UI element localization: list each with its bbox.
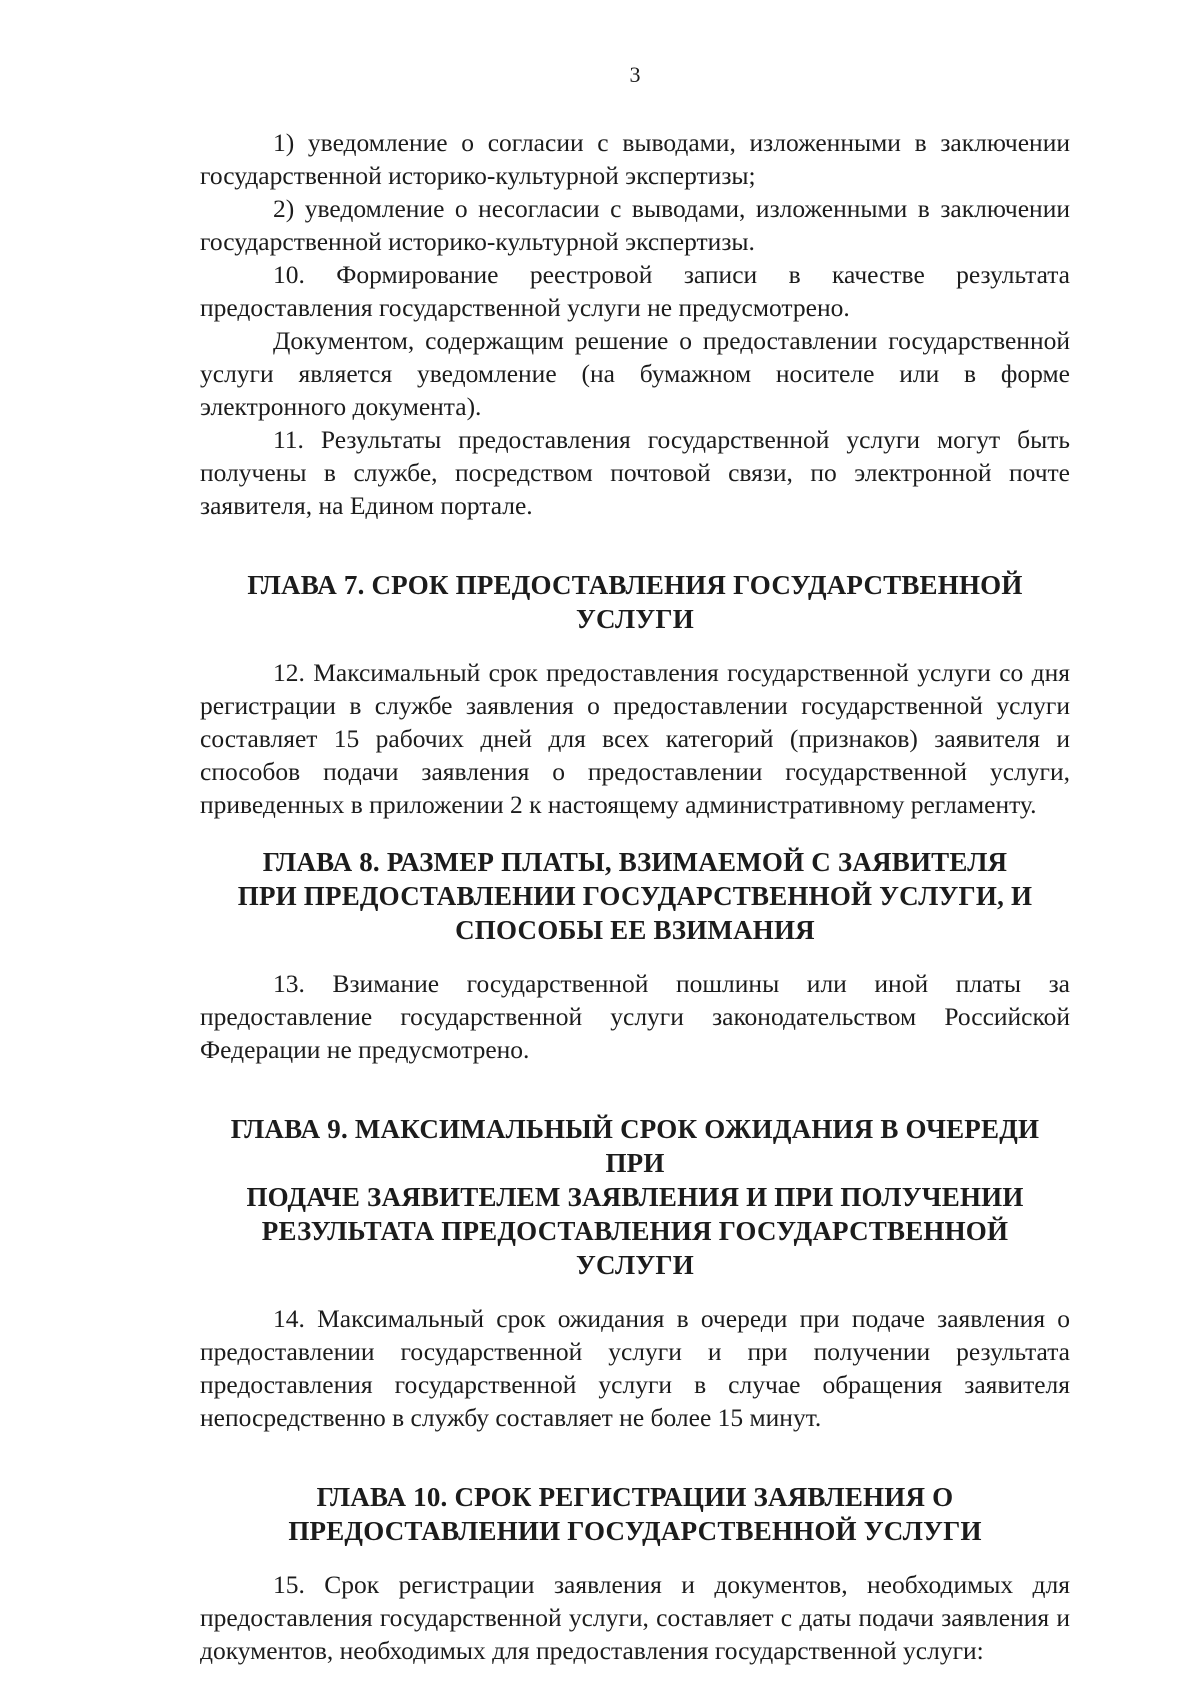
paragraph-item-13: 13. Взимание государственной пошлины или иной платы за предоставление государственной услуги законодательством Российской Федерации не предусмотрено. xyxy=(200,969,1070,1064)
chapter-9-heading-line-1: ГЛАВА 9. МАКСИМАЛЬНЫЙ СРОК ОЖИДАНИЯ В ОЧЕРЕДИ ПРИ xyxy=(230,1114,1040,1178)
chapter-10-heading xyxy=(200,1480,1070,1548)
chapter-9-heading-line-3: РЕЗУЛЬТАТА ПРЕДОСТАВЛЕНИЯ ГОСУДАРСТВЕННОЙ УСЛУГИ xyxy=(261,1216,1009,1280)
paragraph-decision-document: Документом, содержащим решение о предоставлении государственной услуги является уведомление (на бумажном носителе или в форме электронного документа). xyxy=(200,326,1070,421)
chapter-7-heading: ГЛАВА 7. СРОК ПРЕДОСТАВЛЕНИЯ ГОСУДАРСТВЕННОЙ УСЛУГИ xyxy=(247,570,1023,634)
chapter-10-heading-line-2: ПРЕДОСТАВЛЕНИИ ГОСУДАРСТВЕННОЙ УСЛУГИ xyxy=(288,1516,982,1546)
chapter-8-heading xyxy=(200,845,1070,947)
paragraph-item-11: 11. Результаты предоставления государственной услуги могут быть получены в службе, посредством почтовой связи, по электронной почте заявителя, на Едином портале. xyxy=(200,425,1070,520)
chapter-10-heading-line-1: ГЛАВА 10. СРОК РЕГИСТРАЦИИ ЗАЯВЛЕНИЯ О xyxy=(316,1482,954,1512)
paragraph-item-12: 12. Максимальный срок предоставления государственной услуги со дня регистрации в службе заявления о предоставлении государственной услуги составляет 15 рабочих дней для всех категорий (признаков) заявителя и способов подачи заявления о предоставлении государственной услуги, приведенных в приложении 2 к настоящему административному регламенту. xyxy=(200,658,1070,819)
chapter-8-heading-line-2: ПРИ ПРЕДОСТАВЛЕНИИ ГОСУДАРСТВЕННОЙ УСЛУГИ, И xyxy=(237,881,1033,911)
paragraph-item-15: 15. Срок регистрации заявления и документов, необходимых для предоставления государственной услуги, составляет с даты подачи заявления и документов, необходимых для предоставления государственной услуги: xyxy=(200,1570,1070,1665)
paragraph-item-2: 2) уведомление о несогласии с выводами, изложенными в заключении государственной историко-культурной экспертизы. xyxy=(200,194,1070,256)
paragraph-item-14: 14. Максимальный срок ожидания в очереди при подаче заявления о предоставлении государственной услуги и при получении результата предоставления государственной услуги в случае обращения заявителя непосредственно в службу составляет не более 15 минут. xyxy=(200,1304,1070,1432)
paragraph-item-10: 10. Формирование реестровой записи в качестве результата предоставления государственной услуги не предусмотрено. xyxy=(200,260,1070,322)
page-number: 3 xyxy=(629,62,641,87)
paragraph-item-1: 1) уведомление о согласии с выводами, изложенными в заключении государственной историко-культурной экспертизы; xyxy=(200,128,1070,190)
chapter-8-heading-line-1: ГЛАВА 8. РАЗМЕР ПЛАТЫ, ВЗИМАЕМОЙ С ЗАЯВИТЕЛЯ xyxy=(262,847,1008,877)
chapter-8-heading-line-3: СПОСОБЫ ЕЕ ВЗИМАНИЯ xyxy=(455,915,815,945)
chapter-9-heading-line-2: ПОДАЧЕ ЗАЯВИТЕЛЕМ ЗАЯВЛЕНИЯ И ПРИ ПОЛУЧЕНИИ xyxy=(246,1182,1024,1212)
chapter-9-heading xyxy=(200,1112,1070,1282)
